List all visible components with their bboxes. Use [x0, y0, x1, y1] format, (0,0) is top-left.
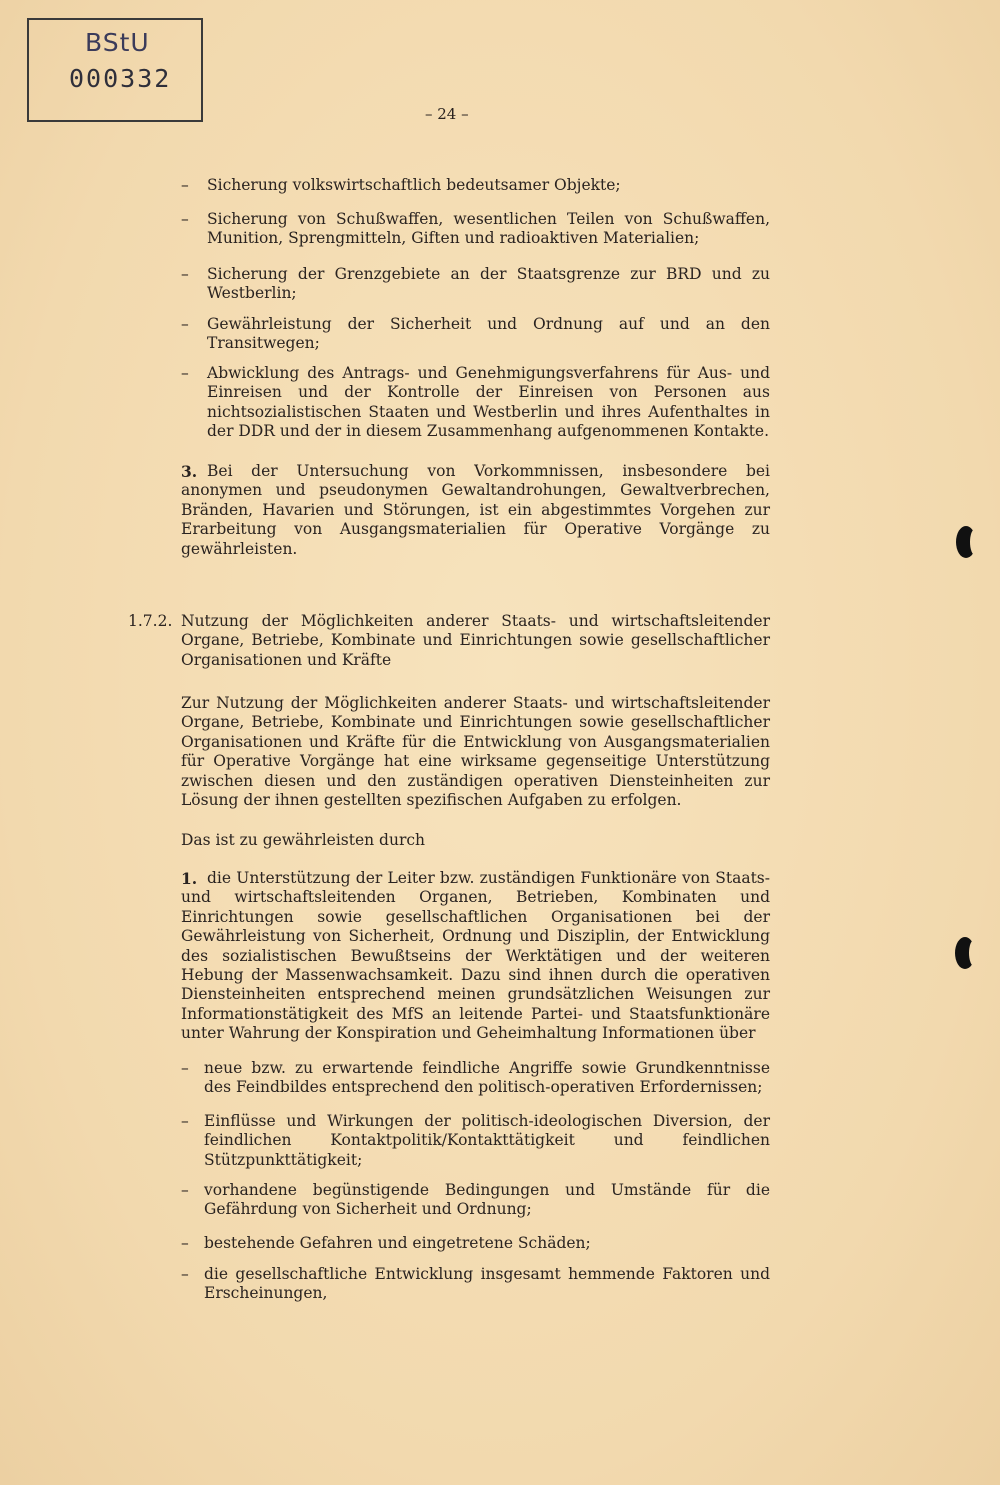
bullet-dash: –	[181, 1112, 189, 1130]
stamp-agency: BStU	[85, 28, 150, 57]
list-item: vorhandene begünstigende Bedingungen und Umstände für die Gefährdung von Sicherheit und Ordnung;	[204, 1181, 770, 1219]
list-item: die gesellschaftliche Entwicklung insgesamt hemmende Faktoren und Erscheinungen,	[204, 1265, 770, 1303]
list-item: bestehende Gefahren und eingetretene Schäden;	[204, 1234, 591, 1252]
list-item: Einflüsse und Wirkungen der politisch-ideologischen Diversion, der feindlichen Kontaktpolitik/Kontakttätigkeit und feindlichen Stützpunkttätigkeit;	[204, 1112, 770, 1169]
stamp-number: 000332	[69, 64, 172, 93]
list-item: Sicherung von Schußwaffen, wesentlichen Teilen von Schußwaffen, Munition, Sprengmitteln, Giften und radioaktiven Materialien;	[207, 210, 770, 248]
item-text: die Unterstützung der Leiter bzw. zuständigen Funktionäre von Staats- und wirtschaftsleitenden Organen, Betrieben, Kombinaten und Einrichtungen sowie gesellschaftlichen Organisationen bei der Gewährleistung von Sicherheit, Ordnung und Disziplin, der Entwicklung des sozialistischen Bewußtseins der Werktätigen und der weiteren Hebung der Massenwachsamkeit. Dazu sind ihnen durch die operativen Diensteinheiten entsprechend meinen grundsätzlichen Weisungen zur Informationstätigkeit des MfS an leitende Partei- und Staatsfunktionäre unter Wahrung der Konspiration und Geheimhaltung Informationen über	[181, 869, 770, 1043]
bullet-dash: –	[181, 1059, 189, 1077]
bullet-dash: –	[181, 364, 189, 382]
section-paragraph: Zur Nutzung der Möglichkeiten anderer Staats- und wirtschaftsleitender Organe, Betriebe, Kombinate und Einrichtungen sowie gesellschaftlicher Organisationen und Kräfte für die Entwicklung von Ausgangsmaterialien für Operative Vorgänge hat eine wirksame gegenseitige Unterstützung zwischen diesen und den zuständigen operativen Diensteinheiten zur Lösung der ihnen gestellten spezifischen Aufgaben zu erfolgen.	[181, 694, 770, 810]
lead-sentence: Das ist zu gewährleisten durch	[181, 831, 426, 849]
list-item: Sicherung volkswirtschaftlich bedeutsamer Objekte;	[207, 176, 621, 194]
list-item: Abwicklung des Antrags- und Genehmigungsverfahrens für Aus- und Einreisen und der Kontrolle der Einreisen von Personen aus nichtsozialistischen Staaten und Westberlin und ihres Aufenthaltes in der DDR und der in diesem Zusammenhang aufgenommenen Kontakte.	[207, 364, 770, 441]
list-item: neue bzw. zu erwartende feindliche Angriffe sowie Grundkenntnisse des Feindbildes entsprechend den politisch-operativen Erfordernissen;	[204, 1059, 770, 1097]
list-item: Sicherung der Grenzgebiete an der Staatsgrenze zur BRD und zu Westberlin;	[207, 265, 770, 303]
list-item: Gewährleistung der Sicherheit und Ordnung auf und an den Transitwegen;	[207, 315, 770, 353]
bullet-dash: –	[181, 315, 189, 333]
bullet-dash: –	[181, 210, 189, 228]
section-heading: Nutzung der Möglichkeiten anderer Staats- und wirtschaftsleitender Organe, Betriebe, Kombinate und Einrichtungen sowie gesellschaftlicher Organisationen und Kräfte	[181, 612, 770, 669]
numbered-paragraph-1	[181, 869, 770, 1044]
bullet-dash: –	[181, 1265, 189, 1283]
bullet-dash: –	[181, 176, 189, 194]
bullet-dash: –	[181, 1234, 189, 1252]
numbered-paragraph-3	[181, 462, 770, 559]
item-number: 3.	[181, 462, 198, 481]
section-number: 1.7.2.	[128, 612, 173, 630]
page-number: – 24 –	[425, 105, 469, 123]
punch-hole	[955, 937, 975, 969]
punch-hole	[956, 526, 976, 558]
item-number: 1.	[181, 869, 198, 888]
bullet-dash: –	[181, 265, 189, 283]
item-text: Bei der Untersuchung von Vorkommnissen, insbesondere bei anonymen und pseudonymen Gewaltandrohungen, Gewaltverbrechen, Bränden, Havarien und Störungen, ist ein abgestimmtes Vorgehen zur Erarbeitung von Ausgangsmaterialien für Operative Vorgänge zu gewährleisten.	[181, 462, 770, 558]
archive-stamp	[27, 18, 203, 122]
bullet-dash: –	[181, 1181, 189, 1199]
